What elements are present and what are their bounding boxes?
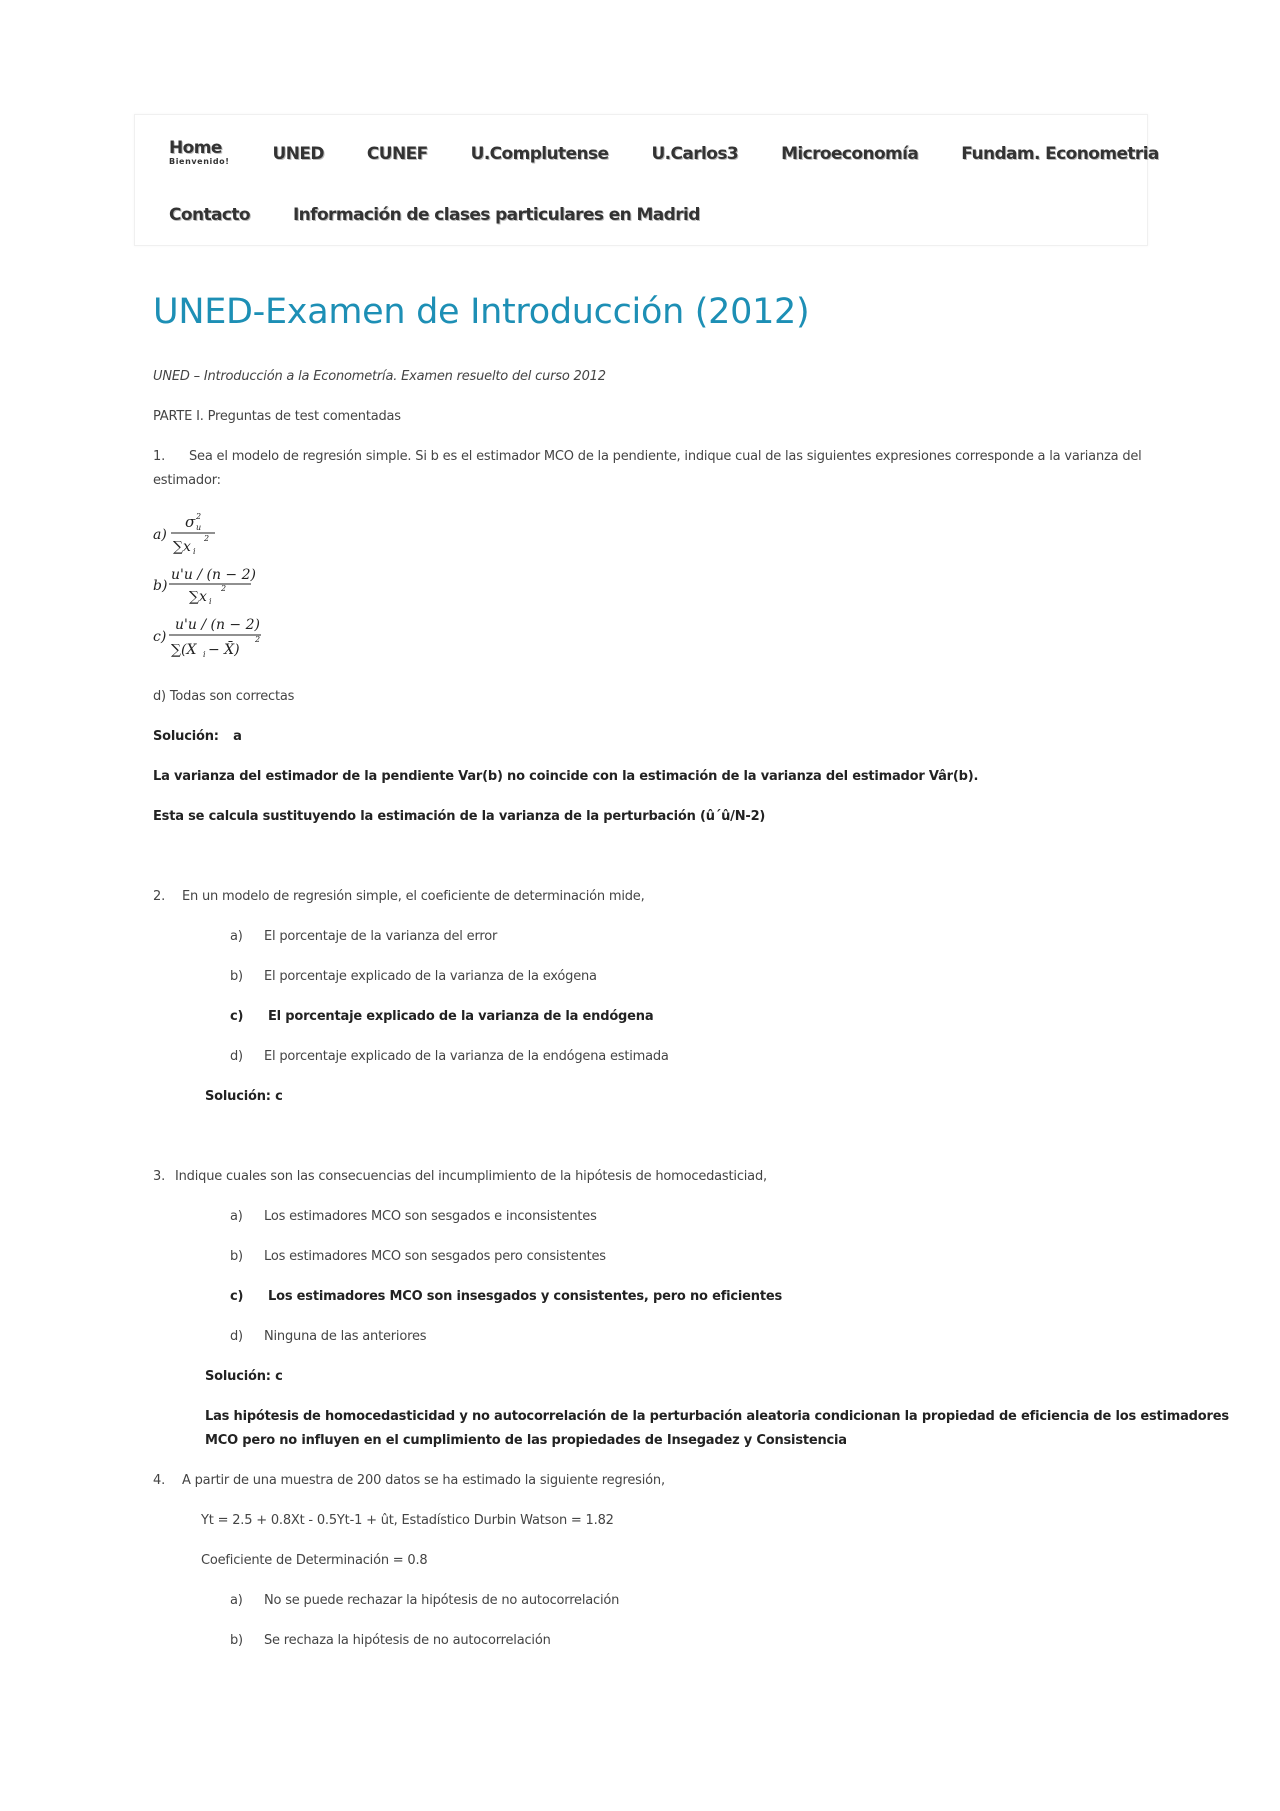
- q1-number: 1.: [153, 449, 166, 464]
- formula-c-den: ∑(X: [171, 642, 197, 658]
- formula-a-label: a): [153, 527, 167, 543]
- nav-item-ucarlos3[interactable]: U.Carlos3: [651, 144, 739, 164]
- q4-text: A partir de una muestra de 200 datos se ha estimado la siguiente regresión,: [182, 1473, 665, 1488]
- q2-option-b-text: El porcentaje explicado de la varianza de la exógena: [264, 969, 597, 984]
- q1-solution-value: a: [233, 729, 242, 744]
- formula-a-den: ∑x: [173, 539, 191, 555]
- q4-option-a-text: No se puede rechazar la hipótesis de no autocorrelación: [264, 1593, 620, 1608]
- q3-option-b-text: Los estimadores MCO son sesgados pero consistentes: [264, 1249, 606, 1264]
- formula-c-label: c): [153, 629, 167, 645]
- formula-a-den-sub: i: [193, 547, 196, 556]
- nav-row-2: [169, 205, 743, 225]
- q2-number: 2.: [153, 889, 166, 904]
- formula-c-num: u'u / (n − 2): [175, 617, 260, 633]
- nav-item-fundam-econometria[interactable]: Fundam. Econometria: [961, 144, 1159, 164]
- formula-a-sigma: σ: [185, 513, 196, 531]
- nav-item-cunef[interactable]: CUNEF: [366, 144, 428, 164]
- q1-solution-label: Solución:: [153, 729, 219, 744]
- q2-option-b-label: b): [230, 969, 243, 984]
- q3-solution: Solución: c: [205, 1369, 283, 1384]
- q3-text: Indique cuales son las consecuencias del incumplimiento de la hipótesis de homocedasticiad,: [175, 1169, 767, 1184]
- nav-item-home[interactable]: [169, 139, 230, 166]
- q1-formula: [151, 508, 291, 668]
- formula-b-label: b): [153, 578, 168, 594]
- q3-option-d-text: Ninguna de las anteriores: [264, 1329, 427, 1344]
- q2-option-a-label: a): [230, 929, 243, 944]
- part-heading: PARTE I. Preguntas de test comentadas: [153, 409, 401, 424]
- q1-option-d: d) Todas son correctas: [153, 689, 295, 704]
- formula-b-den-sub: i: [209, 597, 212, 606]
- q2-option-c-text: El porcentaje explicado de la varianza de la endógena: [268, 1009, 654, 1024]
- q4-option-b-label: b): [230, 1633, 243, 1648]
- q1-text-line2: estimador:: [153, 473, 221, 488]
- formula-b-den: ∑x: [189, 589, 207, 605]
- q1-solution: [153, 729, 242, 744]
- q3-explanation-1: Las hipótesis de homocedasticidad y no autocorrelación de la perturbación aleatoria condicionan la propiedad de eficiencia de los estimadores: [205, 1409, 1229, 1424]
- main-nav: [134, 114, 1159, 246]
- q4-equation: Yt = 2.5 + 0.8Xt - 0.5Yt-1 + ût, Estadístico Durbin Watson = 1.82: [201, 1513, 614, 1528]
- q3-number: 3.: [153, 1169, 166, 1184]
- q3-option-a-label: a): [230, 1209, 243, 1224]
- q2-solution: Solución: c: [205, 1089, 283, 1104]
- article-subtitle: UNED – Introducción a la Econometría. Examen resuelto del curso 2012: [153, 369, 606, 384]
- q4-number: 4.: [153, 1473, 166, 1488]
- q4-option-b-text: Se rechaza la hipótesis de no autocorrelación: [264, 1633, 551, 1648]
- nav-home-label: Home: [169, 138, 222, 158]
- nav-item-uned[interactable]: UNED: [272, 144, 324, 164]
- nav-home-sublabel: Bienvenido!: [169, 157, 230, 166]
- q1-text-line1: Sea el modelo de regresión simple. Si b es el estimador MCO de la pendiente, indique cual de las siguientes expresiones corresponde a la varianza del: [189, 449, 1142, 464]
- q4-option-a-label: a): [230, 1593, 243, 1608]
- q3-option-a-text: Los estimadores MCO son sesgados e inconsistentes: [264, 1209, 597, 1224]
- formula-c-den-sup: 2: [255, 635, 261, 644]
- formula-c-den-tail: − X̄): [208, 642, 240, 658]
- q1-explanation-1: La varianza del estimador de la pendiente Var(b) no coincide con la estimación de la varianza del estimador Vâr(b).: [153, 769, 979, 784]
- formula-a-sigma-sub: u: [196, 523, 202, 532]
- nav-item-clases-particulares[interactable]: Información de clases particulares en Madrid: [292, 205, 700, 225]
- q2-option-c-label: c): [230, 1009, 244, 1024]
- q2-option-d-text: El porcentaje explicado de la varianza de la endógena estimada: [264, 1049, 669, 1064]
- formula-a-sigma-sup: 2: [196, 512, 202, 521]
- q1-explanation-2: Esta se calcula sustituyendo la estimación de la varianza de la perturbación (û´û/N-2): [153, 809, 766, 824]
- nav-item-contacto[interactable]: Contacto: [169, 205, 250, 225]
- q3-explanation-2: MCO pero no influyen en el cumplimiento de las propiedades de Insegadez y Consistencia: [205, 1433, 847, 1448]
- formula-b-den-sup: 2: [221, 584, 227, 593]
- q3-option-d-label: d): [230, 1329, 243, 1344]
- nav-item-microeconomia[interactable]: Microeconomía: [781, 144, 919, 164]
- q3-option-c-label: c): [230, 1289, 244, 1304]
- q2-text: En un modelo de regresión simple, el coeficiente de determinación mide,: [182, 889, 645, 904]
- q3-option-c-text: Los estimadores MCO son insesgados y consistentes, pero no eficientes: [268, 1289, 783, 1304]
- q4-r2: Coeficiente de Determinación = 0.8: [201, 1553, 428, 1568]
- nav-row-1: [169, 139, 1202, 166]
- q2-option-a-text: El porcentaje de la varianza del error: [264, 929, 498, 944]
- nav-item-ucomplutense[interactable]: U.Complutense: [470, 144, 609, 164]
- formula-c-den-sub: i: [203, 650, 206, 659]
- formula-b-num: u'u / (n − 2): [171, 567, 256, 583]
- q3-option-b-label: b): [230, 1249, 243, 1264]
- page-title: UNED-Examen de Introducción (2012): [153, 292, 810, 332]
- formula-a-den-sup: 2: [204, 534, 210, 543]
- q2-option-d-label: d): [230, 1049, 243, 1064]
